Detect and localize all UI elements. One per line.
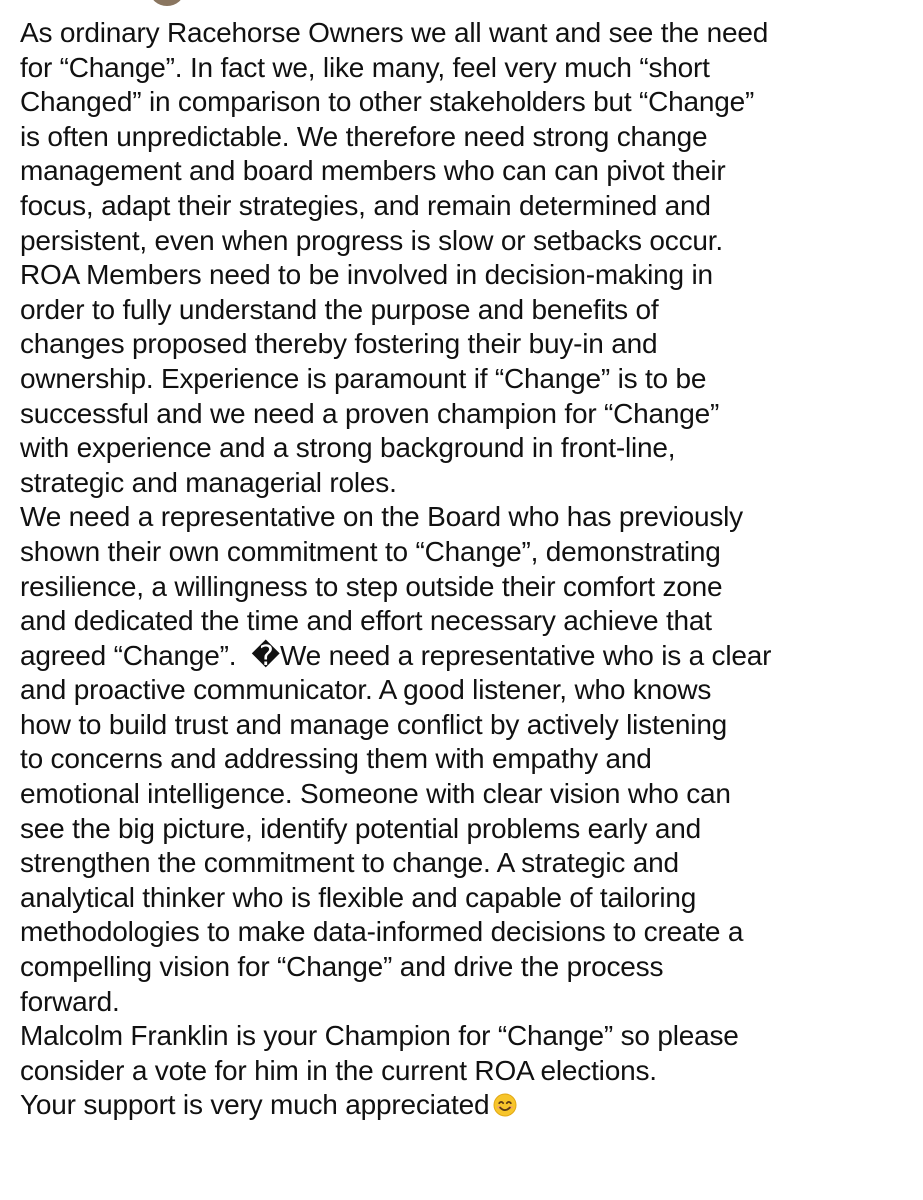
- post-line: methodologies to make data-informed decisions to create a: [20, 916, 744, 948]
- post-line: with experience and a strong background in front-line,: [20, 432, 676, 464]
- post-line: strengthen the commitment to change. A strategic and: [20, 847, 679, 879]
- post-line: consider a vote for him in the current ROA elections.: [20, 1054, 657, 1086]
- post-line: to concerns and addressing them with empathy and: [20, 743, 652, 775]
- post-line: order to fully understand the purpose and benefits of: [20, 293, 659, 325]
- post-line: and proactive communicator. A good listener, who knows: [20, 674, 712, 706]
- post-line: persistent, even when progress is slow or setbacks occur.: [20, 224, 723, 256]
- post-line: forward.: [20, 985, 120, 1017]
- post-line: strategic and managerial roles.: [20, 466, 397, 498]
- post-line: for “Change”. In fact we, like many, feel very much “short: [20, 51, 710, 83]
- post-line: analytical thinker who is flexible and capable of tailoring: [20, 881, 697, 913]
- post-line: agreed “Change”. �We need a representative who is a clear: [20, 639, 772, 671]
- post-line: focus, adapt their strategies, and remain determined and: [20, 189, 711, 221]
- post-line: ownership. Experience is paramount if “Change” is to be: [20, 362, 707, 394]
- post-line: emotional intelligence. Someone with clear vision who can: [20, 778, 731, 810]
- post-line: and dedicated the time and effort necessary achieve that: [20, 605, 712, 637]
- post-line-last-text: Your support is very much appreciated: [20, 1089, 490, 1121]
- post-body: [20, 16, 910, 1123]
- post-line: how to build trust and manage conflict by actively listening: [20, 708, 728, 740]
- post-line: resilience, a willingness to step outside their comfort zone: [20, 570, 723, 602]
- post-line: Malcolm Franklin is your Champion for “Change” so please: [20, 1020, 739, 1052]
- avatar[interactable]: [150, 0, 184, 6]
- post-line: is often unpredictable. We therefore need strong change: [20, 120, 708, 152]
- smiling-face-icon: [493, 1093, 517, 1117]
- post-line: shown their own commitment to “Change”, demonstrating: [20, 535, 721, 567]
- post-line: As ordinary Racehorse Owners we all want and see the need: [20, 17, 769, 48]
- post-line-last: [20, 1088, 910, 1123]
- post-line: see the big picture, identify potential problems early and: [20, 812, 702, 844]
- post-line: changes proposed thereby fostering their buy-in and: [20, 328, 658, 360]
- post-line: management and board members who can can pivot their: [20, 155, 726, 187]
- post-line: ROA Members need to be involved in decision-making in: [20, 259, 713, 291]
- post-line: Changed” in comparison to other stakeholders but “Change”: [20, 86, 755, 118]
- post-line: We need a representative on the Board who has previously: [20, 501, 743, 533]
- post-line: compelling vision for “Change” and drive the process: [20, 951, 664, 983]
- post-line: successful and we need a proven champion for “Change”: [20, 397, 720, 429]
